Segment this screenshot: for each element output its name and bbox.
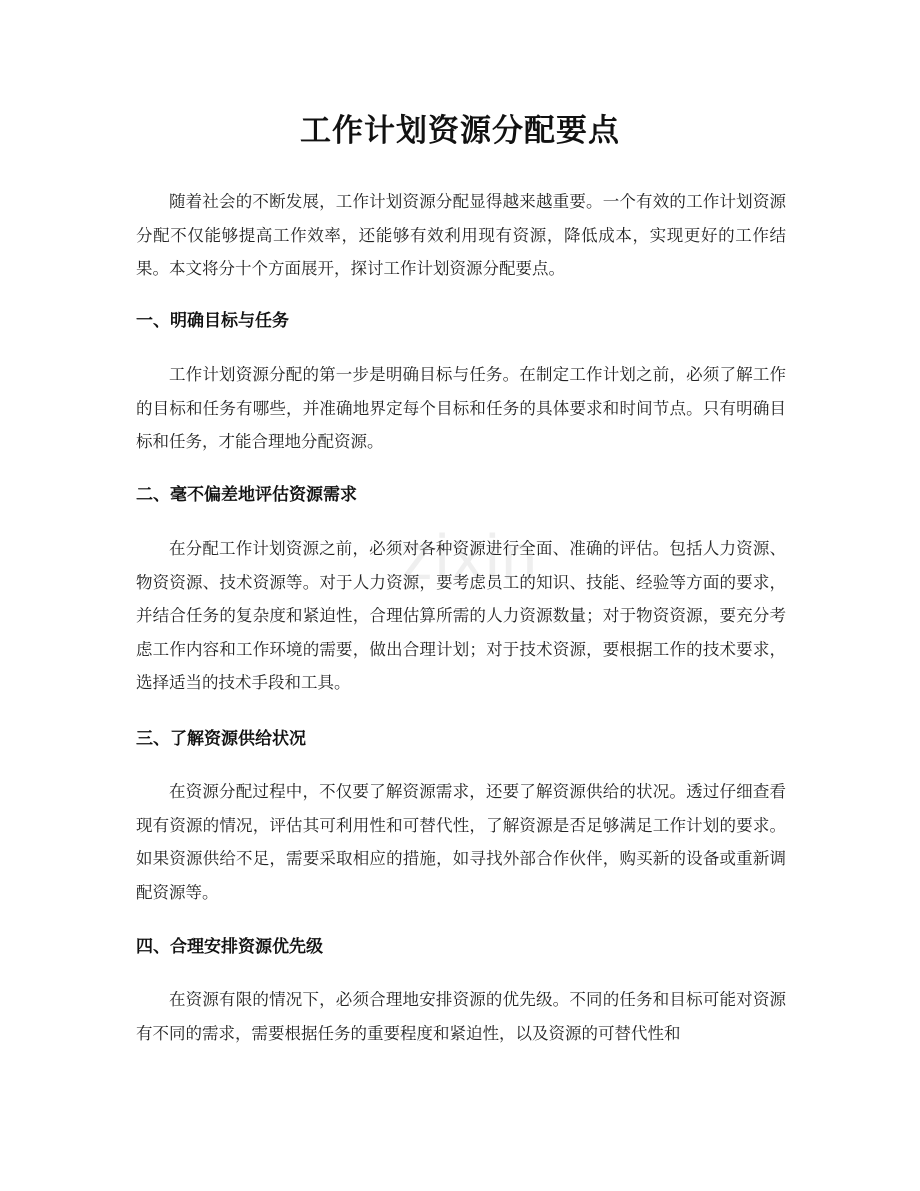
section-body-2: 在分配工作计划资源之前，必须对各种资源进行全面、准确的评估。包括人力资源、物资资源、技术资源等。对于人力资源，要考虑员工的知识、技能、经验等方面的要求，并结合任务的复杂度和紧迫性，合理估算所需的人力资源数量；对于物资资源，要充分考虑工作内容和工作环境的需要，做出合理计划；对于技术资源，要根据工作的技术要求，选择适当的技术手段和工具。 [136, 539, 786, 692]
document-title: 工作计划资源分配要点 [300, 113, 620, 149]
intro-paragraph: 随着社会的不断发展，工作计划资源分配显得越来越重要。一个有效的工作计划资源分配不仅能够提高工作效率，还能够有效利用现有资源，降低成本，实现更好的工作结果。本文将分十个方面展开，探讨工作计划资源分配要点。 [136, 192, 786, 278]
section-heading-2: 二、毫不偏差地评估资源需求 [136, 485, 357, 505]
section-body-4: 在资源有限的情况下，必须合理地安排资源的优先级。不同的任务和目标可能对资源有不同的需求，需要根据任务的重要程度和紧迫性，以及资源的可替代性和 [136, 990, 786, 1043]
watermark-logo: zixin [400, 521, 540, 593]
section-heading-1: 一、明确目标与任务 [136, 311, 289, 331]
section-body-1: 工作计划资源分配的第一步是明确目标与任务。在制定工作计划之前，必须了解工作的目标和任务有哪些，并准确地界定每个目标和任务的具体要求和时间节点。只有明确目标和任务，才能合理地分配资源。 [136, 365, 786, 451]
section-heading-3: 三、了解资源供给状况 [136, 729, 306, 749]
section-heading-4: 四、合理安排资源优先级 [136, 937, 323, 957]
section-body-3: 在资源分配过程中，不仅要了解资源需求，还要了解资源供给的状况。透过仔细查看现有资源的情况，评估其可利用性和可替代性，了解资源是否足够满足工作计划的要求。如果资源供给不足，需要采取相应的措施，如寻找外部合作伙伴，购买新的设备或重新调配资源等。 [136, 782, 786, 902]
